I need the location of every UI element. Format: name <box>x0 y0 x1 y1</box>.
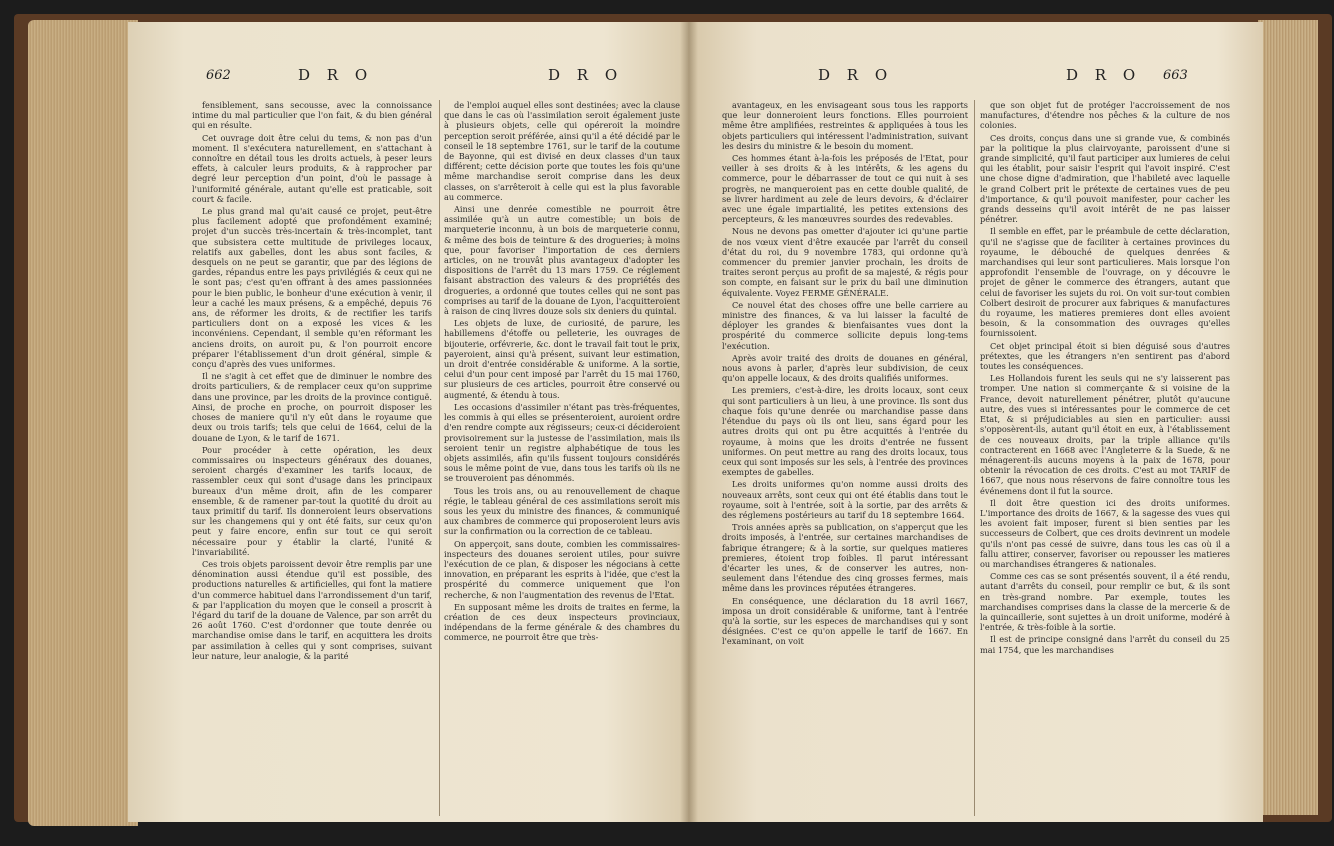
paragraph: Ces trois objets paroissent devoir être remplis par une dénomination aussi étendue qu'il est possible, des productions naturelles & artificielles, qui font la matiere d'un commerce habituel dans l'arrondissement d'un tarif, & par l'application du moyen que le conseil a proscrit à l'égard du tarif de la douane de Valence, par son arrêt du 26 août 1760. C'est d'ordonner que toute denrée ou marchandise omise dans le tarif, en acquittera les droits par assimilation à celles qui y sont comprises, suivant leur nature, leur analogie, & la parité <box>192 558 432 661</box>
running-header-right: D R O <box>548 66 624 84</box>
paragraph: Nous ne devons pas ometter d'ajouter ici qu'une partie de nos vœux vient d'être exaucée par l'arrêt du conseil d'état du roi, du 9 novembre 1783, qui ordonne qu'à commencer du premier janvier prochain, les droits de traites seront perçus au profit de sa majesté, & régis pour son compte, en faisant sur le prix du bail une diminution équivalente. Voyez FERME GÉNÉRALE. <box>722 226 968 298</box>
running-header-left: D R O <box>298 66 374 84</box>
paragraph: Pour procéder à cette opération, les deux commissaires ou inspecteurs généraux des douanes, seroient chargés d'examiner les tarifs locaux, de rassembler ceux qui sont d'usage dans les principaux bureaux d'un même droit, afin de les comparer ensemble, & de ramener par-tout la quotité du droit au taux primitif du tarif. Ils donneroient leurs observations sur les changemens qui y ont été faits, sur ceux qu'on peut y faire encore, enfin sur tout ce qui seroit nécessaire pour y établir la clarté, l'unité & l'invariabilité. <box>192 444 432 557</box>
paragraph: Les droits uniformes qu'on nomme aussi droits des nouveaux arrêts, sont ceux qui ont été établis dans tout le royaume, soit à l'entrée, soit à la sortie, par des arrêts & des réglemens postérieurs au tarif du 18 septembre 1664. <box>722 479 968 520</box>
paragraph: Les objets de luxe, de curiosité, de parure, les habillemens d'étoffe ou pelleterie, les ouvrages de bijouterie, orfévrerie, &c. dont le travail fait tout le prix, payeroient, ainsi qu'à présent, suivant leur estimation, un droit d'entrée considérable & uniforme. A la sortie, celui d'un pour cent imposé par l'arrêt du 15 mai 1760, sur plusieurs de ces articles, pourroit être conservé ou augmenté, & étendu à tous. <box>444 318 680 400</box>
paragraph: En conséquence, une déclaration du 18 avril 1667, imposa un droit considérable & uniforme, tant à l'entrée qu'à la sortie, sur les especes de marchandises qui y sont désignées. C'est ce qu'on appelle le tarif de 1667. En l'examinant, on voit <box>722 595 968 647</box>
paragraph: Ce nouvel état des choses offre une belle carriere au ministre des finances, & va lui laisser la faculté de déployer les grandes & bienfaisantes vues dont la prospérité du commerce sollicite depuis long-tems l'exécution. <box>722 299 968 351</box>
right-page-edges <box>1258 20 1318 815</box>
text-column-1 <box>192 100 432 818</box>
paragraph: Cet objet principal étoit si bien déguisé sous d'autres prétextes, que les étrangers n'en sentirent pas d'abord toutes les conséquences. <box>980 340 1230 372</box>
column-rule <box>974 100 975 816</box>
text-column-2 <box>444 100 680 818</box>
running-header-left: D R O <box>818 66 894 84</box>
paragraph: Ces droits, conçus dans une si grande vue, & combinés par la politique la plus clairvoyante, paroissent d'une si grande simplicité, qu'il faut participer aux lumieres de celui qui les établit, pour saisir l'esprit qui l'avoit inspiré. C'est une chose digne d'admiration, que l'habileté avec laquelle le grand Colbert prit le prétexte de certaines vues de peu d'importance, & qu'il pouvoit manifester, pour cacher les grands desseins qu'il avoit intérêt de ne pas laisser pénétrer. <box>980 132 1230 225</box>
paragraph: avantageux, en les envisageant sous tous les rapports que leur donneroient leurs fonctions. Elles pourroient même être amplifiées, restreintes & appliquées à tous les objets particuliers qui intéressent l'administration, suivant les desirs du ministre & le besoin du moment. <box>722 100 968 151</box>
text-column-1 <box>722 100 968 818</box>
left-page-edges <box>28 20 138 826</box>
paragraph: Après avoir traité des droits de douanes en général, nous avons à parler, d'après leur subdivision, de ceux qu'on appelle locaux, & des droits qualifiés uniformes. <box>722 352 968 384</box>
book-gutter <box>680 22 698 822</box>
page-number: 662 <box>206 68 231 83</box>
paragraph: de l'emploi auquel elles sont destinées; avec la clause que dans le cas où l'assimilation seroit également juste à plusieurs objets, celle qui opéreroit la moindre perception seroit préférée, ainsi qu'il a été décidé par le conseil le 18 septembre 1761, sur le tarif de la coutume de Bayonne, qui est divisé en deux classes d'un taux différent; cette décision porte que toutes les fois qu'une même marchandise seroit comprise dans les deux classes, on s'arrêteroit à celle qui est la plus favorable au commerce. <box>444 100 680 202</box>
paragraph: Les premiers, c'est-à-dire, les droits locaux, sont ceux qui sont particuliers à un lieu, à une province. Ils sont dus chaque fois qu'une denrée ou marchandise passe dans l'étendue du pays où ils ont lieu, sans égard pour les autres droits qui ont pu être acquittés à l'entrée du royaume, à moins que les droits d'entrée ne fussent uniformes. On peut mettre au rang des droits locaux, tous ceux qui sont imposés sur les sels, à l'entrée des provinces exemptes de gabelles. <box>722 385 968 478</box>
paragraph: En supposant même les droits de traites en ferme, la création de ces deux inspecteurs provinciaux, indépendans de la ferme générale & des chambres du commerce, ne pourroit être que très- <box>444 601 680 643</box>
paragraph: Il doit être question ici des droits uniformes. L'importance des droits de 1667, & la sagesse des vues qui les avoient fait imposer, furent si bien senties par les successeurs de Colbert, que ces droits devinrent un modele qu'ils n'ont pas cessé de suivre, dans tous les cas où il a fallu attirer, conserver, favoriser ou repousser les matieres ou marchandises étrangeres & nationales. <box>980 497 1230 569</box>
paragraph: Il ne s'agit à cet effet que de diminuer le nombre des droits particuliers, & de remplacer ceux qu'on supprime dans une province, par les droits de la province contiguë. Ainsi, de proche en proche, on pourroit disposer les choses de maniere qu'il n'y eût dans le royaume que deux ou trois tarifs; tels que celui de 1664, celui de la douane de Lyon, & le tarif de 1671. <box>192 371 432 443</box>
paragraph: Comme ces cas se sont présentés souvent, il a été rendu, autant d'arrêts du conseil, pour remplir ce but, & ils sont en très-grand nombre. Par exemple, toutes les marchandises comprises dans la classe de la mercerie & de la quincaillerie, sont sujettes à un droit uniforme, modéré à l'entrée, & très-foible à la sortie. <box>980 571 1230 633</box>
paragraph: On apperçoit, sans doute, combien les commissaires-inspecteurs des douanes seroient utiles, pour suivre l'exécution de ce plan, & disposer les négocians à cette innovation, en préparant les esprits à l'idée, que c'est la prospérité du commerce uniquement que l'on recherche, & non l'augmentation des revenus de l'Etat. <box>444 538 680 600</box>
paragraph: Tous les trois ans, ou au renouvellement de chaque régie, le tableau général de ces assimilations seroit mis sous les yeux du ministre des finances, & communiqué aux chambres de commerce qui proposeroient leurs avis sur la confirmation ou la correction de ce tableau. <box>444 485 680 537</box>
paragraph: que son objet fut de protéger l'accroissement de nos manufactures, d'étendre nos pêches & la culture de nos colonies. <box>980 100 1230 131</box>
paragraph: Le plus grand mal qu'ait causé ce projet, peut-être plus facilement adopté que profondément examiné; projet d'un succès très-incertain & très-incomplet, tant que subsistera cette multitude de privileges locaux, relatifs aux gabelles, dont les abus sont faciles, & desquels on ne peut se garantir, que par des légions de gardes, répandus entre les pays privilégiés & ceux qui ne le sont pas; c'est qu'en offrant à des ames passionnées pour le bien public, le bonheur d'une exécution à venir, il leur a caché les maux présens, & a empêché, depuis 76 ans, de réformer les droits, & de rectifier les tarifs particuliers dont on a exposé les vices & les inconvéniens. Cependant, il semble qu'en réformant les anciens droits, on auroit pu, & l'on pourroit encore préparer l'établissement d'un droit général, simple & conçu d'après des vues uniformes. <box>192 206 432 370</box>
paragraph: Ces hommes étant à-la-fois les préposés de l'Etat, pour veiller à ses droits & à les intérêts, & les agens du commerce, pour le débarrasser de tout ce qui nuit à ses progrès, ne manqueroient pas en cette double qualité, de se livrer hardiment au zele de leurs devoirs, & d'éclairer avec une égale impartialité, les petites extensions des percepteurs, & les manœuvres sourdes des redevables. <box>722 153 968 225</box>
left-page <box>128 22 688 822</box>
running-header-right: D R O <box>1066 66 1142 84</box>
paragraph: Il semble en effet, par le préambule de cette déclaration, qu'il ne s'agisse que de faciliter à certaines provinces du royaume, le débouché de quelques denrées & marchandises qui leur sont particulieres. Mais lorsque l'on approfondit l'ensemble de l'ouvrage, on y découvre le projet de gêner le commerce des étrangers, autant que celui de favoriser les sujets du roi. On voit sur-tout combien Colbert desiroit de procurer aux fabriques & manufactures du royaume, les matieres premieres dont elles avoient besoin, & la consommation des ouvrages qu'elles fournissoient. <box>980 226 1230 339</box>
paragraph: Les occasions d'assimiler n'étant pas très-fréquentes, les commis à qui elles se présenteroient, auroient ordre d'en rendre compte aux régisseurs; ceux-ci décideroient provisoirement sur la justesse de l'assimilation, mais ils seroient tenir un registre alphabétique de tous les objets assimilés, afin qu'ils fussent toujours considérés sous le même point de vue, dans tous les tarifs où ils ne se trouveroient pas dénommés. <box>444 401 680 484</box>
page-number: 663 <box>1163 68 1188 83</box>
paragraph: Les Hollandois furent les seuls qui ne s'y laisserent pas tromper. Une nation si commerçante & si voisine de la France, devoit naturellement pénétrer, plutôt qu'aucune autre, des vues si intéressantes pour le commerce de cet Etat, & si préjudiciables au sien en particulier: aussi s'opposèrent-ils, autant qu'il étoit en eux, à l'établissement de ces nouveaux droits, par la triple alliance qu'ils contracterent en 1668 avec l'Angleterre & la Suede, & ne ménagerent-ils aucuns moyens à la paix de 1678, pour obtenir la révocation de ces droits. C'est au mot TARIF de 1667, que nous nous réservons de faire connoître tous les événemens dont il fut la source. <box>980 373 1230 496</box>
paragraph: Cet ouvrage doit être celui du tems, & non pas d'un moment. Il s'exécutera naturellement, en s'attachant à connoître en détail tous les droits actuels, à peser leurs effets, à calculer leurs produits, & à rapprocher par degré leur perception d'un point, d'où le passage à l'uniformité générale, autant qu'elle est praticable, soit court & facile. <box>192 132 432 204</box>
paragraph: Trois années après sa publication, on s'apperçut que les droits imposés, à l'entrée, sur certaines marchandises de fabrique étrangere; & à la sortie, sur quelques matieres premieres, étoient trop foibles. Il parut intéressant d'écarter les unes, & de conserver les autres, non-seulement dans l'étendue des cinq grosses fermes, mais même dans les provinces réputées étrangeres. <box>722 522 968 594</box>
paragraph: Ainsi une denrée comestible ne pourroit être assimilée qu'à un autre comestible; un bois de marqueterie inconnu, à un bois de marqueterie connu, & même des bois de teinture & des drogueries; à moins que, pour favoriser l'importation de ces derniers articles, on ne trouvât plus avantageux d'adopter les dispositions de l'arrêt du 13 mars 1759. Ce réglement faisant abstraction des valeurs & des propriétés des drogueries, a ordonné que toutes celles qui ne sont pas comprises au tarif de la douane de Lyon, l'acquitteroient à raison de cinq livres douze sols six deniers du quintal. <box>444 204 680 317</box>
paragraph: Il est de principe consigné dans l'arrêt du conseil du 25 mai 1754, que les marchandises <box>980 634 1230 655</box>
text-column-2 <box>980 100 1230 818</box>
paragraph: fensiblement, sans secousse, avec la connoissance intime du mal particulier que l'on fait, & du bien général qui en résulte. <box>192 100 432 131</box>
right-page <box>688 22 1263 822</box>
column-rule <box>439 100 440 816</box>
